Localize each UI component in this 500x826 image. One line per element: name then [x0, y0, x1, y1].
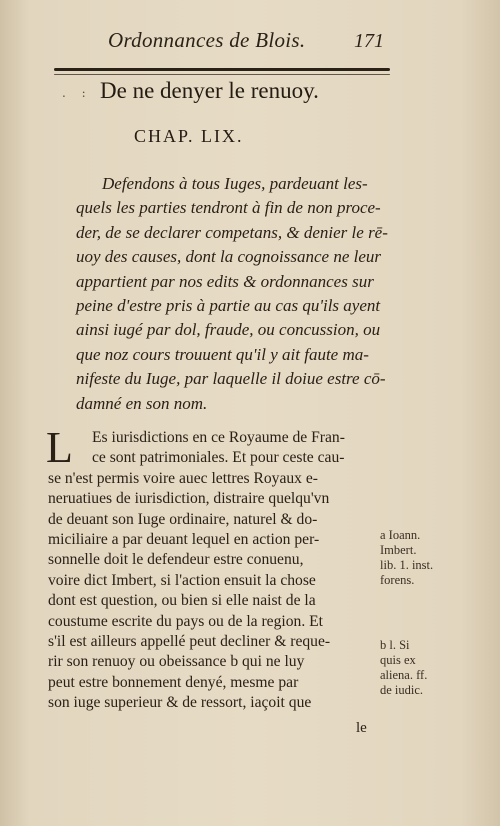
commentary-line: se n'est permis voire auec lettres Royaux e-: [48, 469, 318, 487]
printer-ornament: . :: [62, 86, 92, 100]
ordinance-text: [76, 172, 386, 416]
header-rule-thin: [54, 74, 390, 75]
commentary-line: s'il est ailleurs appellé peut decliner & reque-: [48, 633, 331, 651]
page-number: 171: [354, 30, 384, 52]
commentary-line: ce sont patrimoniales. Et pour ceste cau-: [92, 449, 345, 467]
ordinance-line: damné en son nom.: [76, 393, 208, 413]
margin-note-line: a Ioann.: [380, 528, 421, 542]
margin-note-line: quis ex: [380, 653, 416, 667]
ordinance-line: que noz cours trouuent qu'il y ait faute ma-: [76, 344, 369, 364]
ordinance-line: Defendons à tous Iuges, pardeuant les-: [102, 174, 368, 193]
ordinance-line: der, de se declarer competans, & denier le rē-: [76, 222, 388, 242]
commentary-line: Es iurisdictions en ce Royaume de Fran-: [92, 429, 345, 446]
commentary-line: voire dict Imbert, si l'action ensuit la chose: [48, 571, 316, 589]
header-rule: [54, 68, 390, 71]
commentary-line: miciliaire a par deuant lequel en action per-: [48, 531, 320, 549]
margin-note-b: [380, 638, 427, 698]
commentary-line: sonnelle doit le defendeur estre conuenu,: [48, 551, 304, 569]
margin-note-line: lib. 1. inst.: [380, 558, 434, 572]
margin-note-line: de iudic.: [380, 683, 424, 697]
catchword: le: [356, 720, 367, 736]
ordinance-line: appartient par nos edits & ordonnances sur: [76, 271, 374, 291]
commentary-line: neruatiues de iurisdiction, distraire quelqu'vn: [48, 490, 330, 508]
ordinance-line: quels les parties tendront à fin de non proce-: [76, 198, 381, 218]
margin-note-line: aliena. ff.: [380, 668, 428, 682]
commentary-line: dont est question, ou bien si elle naist de la: [48, 592, 316, 610]
commentary-line: peut estre bonnement denyé, mesme par: [48, 673, 299, 691]
drop-cap: L: [46, 423, 73, 472]
ordinance-line: peine d'estre pris à partie au cas qu'ils ayent: [76, 296, 381, 316]
ordinance-line: nifeste du Iuge, par laquelle il doiue estre cō-: [76, 369, 386, 389]
margin-note-a: [380, 528, 433, 588]
chapter-number: CHAP. LIX.: [134, 126, 244, 146]
commentary-text: [46, 423, 378, 714]
commentary-line: coustume escrite du pays ou de la region. Et: [48, 612, 323, 630]
commentary-line: rir son renuoy ou obeissance b qui ne luy: [48, 653, 305, 671]
commentary-line: son iuge superieur & de ressort, iaçoit que: [48, 694, 312, 712]
margin-note-line: forens.: [380, 573, 415, 587]
running-head: Ordonnances de Blois.: [108, 28, 306, 52]
commentary-line: de deuant son Iuge ordinaire, naturel & do-: [48, 510, 318, 528]
ordinance-line: uoy des causes, dont la cognoissance ne leur: [76, 247, 381, 267]
margin-note-line: b l. Si: [380, 638, 410, 652]
chapter-title: De ne denyer le renuoy.: [100, 78, 319, 103]
margin-note-line: Imbert.: [380, 543, 417, 557]
ordinance-line: ainsi iugé par dol, fraude, ou concussion, ou: [76, 320, 381, 340]
